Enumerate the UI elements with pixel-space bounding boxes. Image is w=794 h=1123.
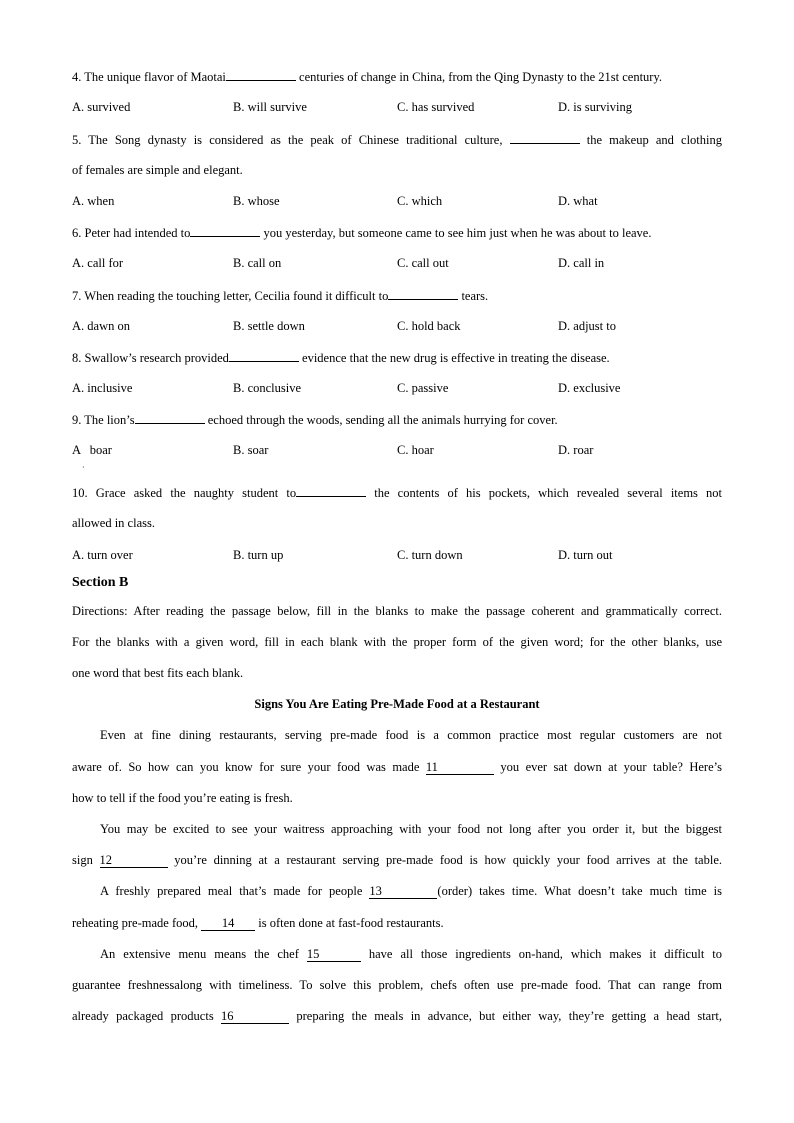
blank-11: 11 xyxy=(426,761,494,775)
option-b: B. will survive xyxy=(233,100,307,114)
blank-13: 13 xyxy=(369,885,437,899)
question-10-continued: allowed in class. xyxy=(72,516,155,530)
question-text: 8. Swallow’s research provided xyxy=(72,351,229,365)
passage-line: guarantee freshnessalong with timeliness. To solve this problem, chefs often use pre-made food. That can range from xyxy=(72,978,722,992)
option-a: A. call for xyxy=(72,256,124,270)
option-d: D. adjust to xyxy=(558,319,616,333)
passage-line: A freshly prepared meal that’s made for people 13 (order) takes time. What doesn’t take much time is xyxy=(100,884,722,898)
options-4 xyxy=(72,99,722,115)
passage-line: sign 12 you’re dinning at a restaurant serving pre-made food is how quickly your food arrives at the table. xyxy=(72,853,722,867)
passage-line: Even at fine dining restaurants, serving pre-made food is a common practice most regular customers are not xyxy=(100,728,722,742)
option-d: D. what xyxy=(558,194,598,208)
section-heading: Section B xyxy=(72,575,129,590)
question-text: 5. The Song dynasty is considered as the peak of Chinese traditional culture, xyxy=(72,133,510,147)
option-a: A. inclusive xyxy=(72,381,133,395)
question-10 xyxy=(72,484,722,501)
options-5 xyxy=(72,193,722,209)
passage-line: reheating pre-made food, 14 is often done at fast-food restaurants. xyxy=(72,916,444,930)
directions-line: one word that best fits each blank. xyxy=(72,666,244,680)
option-c: C. has survived xyxy=(397,100,475,114)
blank-14: 14 xyxy=(201,917,255,931)
answer-blank xyxy=(229,349,299,362)
question-text: you yesterday, but someone came to see him just when he was about to leave. xyxy=(260,226,652,240)
option-b: B. conclusive xyxy=(233,381,302,395)
option-a: A. survived xyxy=(72,100,131,114)
question-text: 6. Peter had intended to xyxy=(72,226,191,240)
option-b: B. turn up xyxy=(233,548,284,562)
blank-15: 15 xyxy=(307,948,361,962)
question-text: tears. xyxy=(458,289,489,303)
option-c: C. hold back xyxy=(397,319,461,333)
answer-blank xyxy=(226,68,296,81)
option-c: C. hoar xyxy=(397,443,434,457)
answer-blank xyxy=(190,224,260,237)
option-d: D. call in xyxy=(558,256,605,270)
question-text: the contents of his pockets, which revealed several items not xyxy=(366,486,723,500)
stray-mark: · xyxy=(82,463,85,472)
option-b: B. call on xyxy=(233,256,282,270)
question-text: centuries of change in China, from the Qing Dynasty to the 21st century. xyxy=(295,70,663,84)
directions-line: For the blanks with a given word, fill in each blank with the proper form of the given word; for the other blanks, use xyxy=(72,635,722,649)
options-9 xyxy=(72,442,722,458)
passage-title: Signs You Are Eating Pre-Made Food at a Restaurant xyxy=(254,697,540,711)
options-6 xyxy=(72,255,722,271)
passage-line: how to tell if the food you’re eating is fresh. xyxy=(72,791,293,805)
question-text: 4. The unique flavor of Maotai xyxy=(72,70,226,84)
option-a: A. dawn on xyxy=(72,319,130,333)
question-text: the makeup and clothing xyxy=(579,133,722,147)
passage-line: You may be excited to see your waitress approaching with your food not long after you order it, but the biggest xyxy=(100,822,722,836)
question-5-continued: of females are simple and elegant. xyxy=(72,163,243,177)
passage-line: aware of. So how can you know for sure your food was made 11 you ever sat down at your table? Here’s xyxy=(72,760,722,774)
question-5 xyxy=(72,131,722,148)
option-b: B. settle down xyxy=(233,319,305,333)
option-c: C. call out xyxy=(397,256,449,270)
question-8 xyxy=(72,349,722,366)
answer-blank xyxy=(510,131,580,144)
directions-line: Directions: After reading the passage below, fill in the blanks to make the passage coherent and grammatically correct. xyxy=(72,604,722,618)
option-c: C. turn down xyxy=(397,548,463,562)
question-7 xyxy=(72,287,722,304)
options-7 xyxy=(72,318,722,334)
options-10 xyxy=(72,547,722,563)
option-b: B. whose xyxy=(233,194,280,208)
answer-blank xyxy=(388,287,458,300)
question-text: 9. The lion’s xyxy=(72,413,135,427)
option-c: C. which xyxy=(397,194,443,208)
question-text: evidence that the new drug is effective in treating the disease. xyxy=(298,351,610,365)
option-d: D. is surviving xyxy=(558,100,632,114)
question-text: 10. Grace asked the naughty student to xyxy=(72,486,297,500)
answer-blank xyxy=(135,411,205,424)
option-c: C. passive xyxy=(397,381,449,395)
blank-12: 12 xyxy=(100,854,168,868)
question-text: echoed through the woods, sending all the animals hurrying for cover. xyxy=(204,413,558,427)
passage-line: already packaged products 16 preparing the meals in advance, but either way, they’re getting a head start, xyxy=(72,1009,722,1023)
options-8 xyxy=(72,380,722,396)
question-text: 7. When reading the touching letter, Cecilia found it difficult to xyxy=(72,289,389,303)
option-d: D. turn out xyxy=(558,548,613,562)
option-d: D. exclusive xyxy=(558,381,621,395)
answer-blank xyxy=(296,484,366,497)
blank-16: 16 xyxy=(221,1010,289,1024)
question-6 xyxy=(72,224,722,241)
question-4 xyxy=(72,68,722,85)
passage-line: An extensive menu means the chef 15 have all those ingredients on-hand, which makes it difficult to xyxy=(100,947,723,961)
option-a: A. turn over xyxy=(72,548,133,562)
option-a: A boar xyxy=(72,443,112,457)
option-b: B. soar xyxy=(233,443,269,457)
option-a: A. when xyxy=(72,194,115,208)
option-d: D. roar xyxy=(558,443,594,457)
question-9 xyxy=(72,411,722,428)
